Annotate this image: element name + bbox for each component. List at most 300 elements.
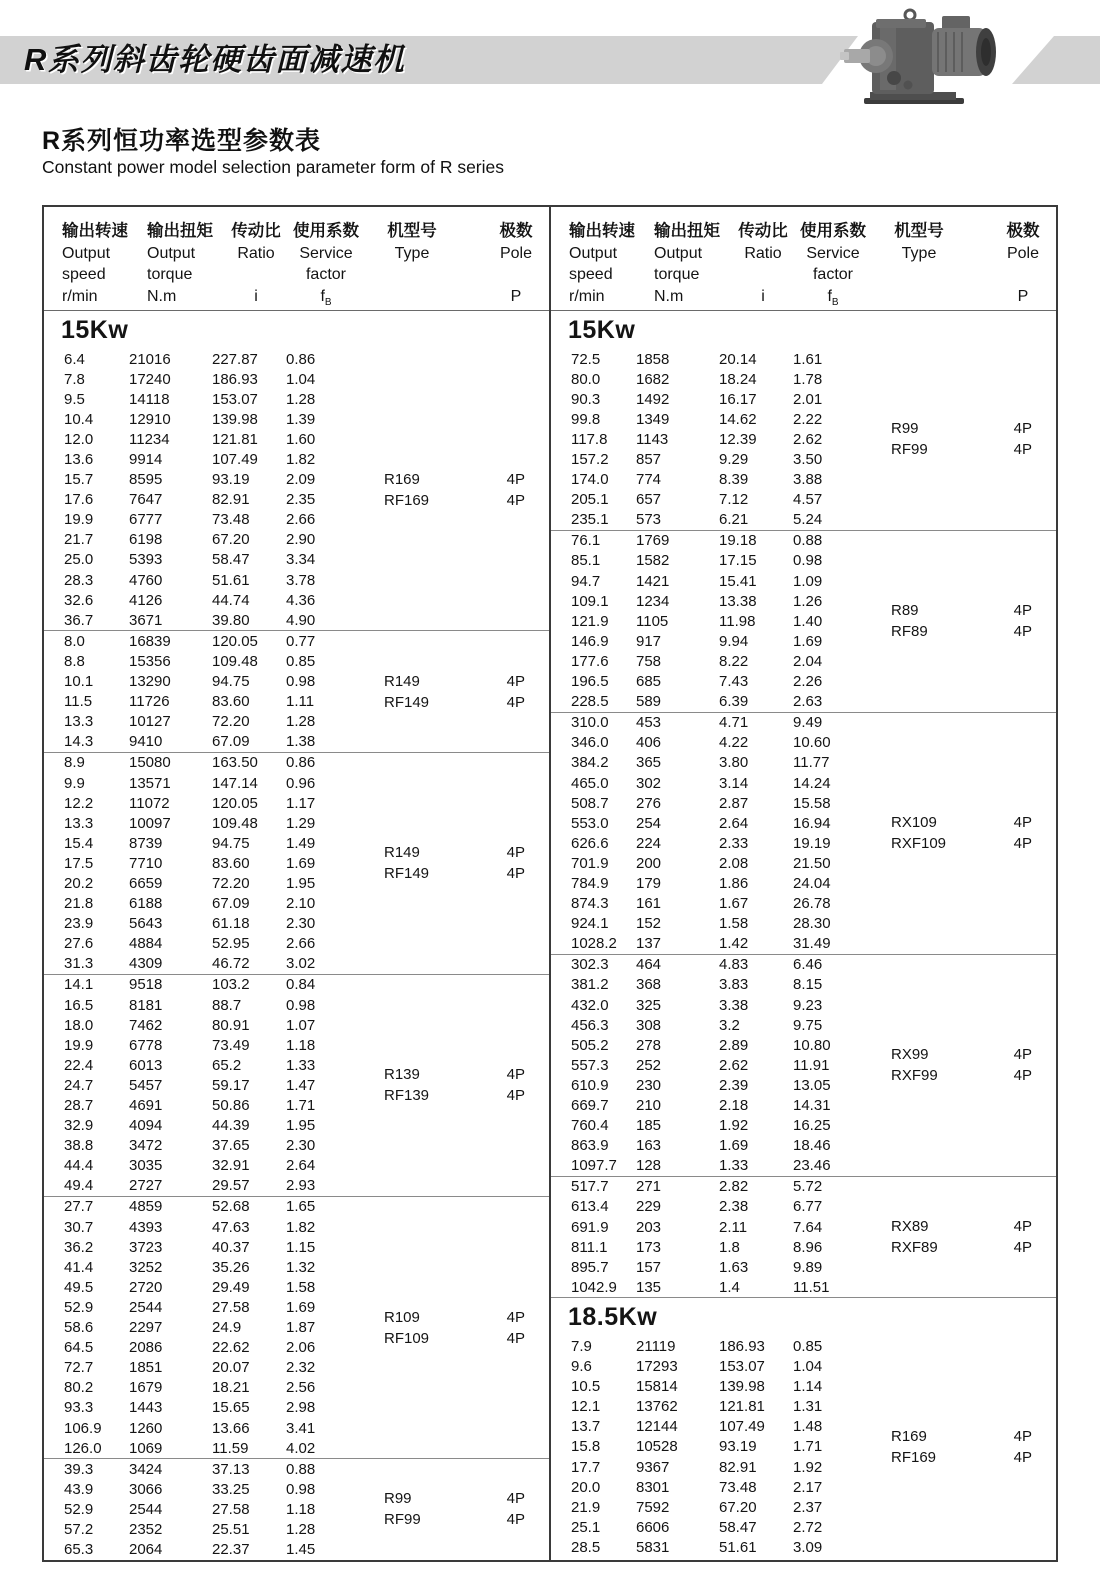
type-pole-line (891, 833, 1032, 854)
output-torque-cell: 10097 (129, 814, 171, 832)
col-header-service-factor: 使用系数 Service factor $f_B$ (800, 222, 866, 308)
ratio-cell: 18.21 (212, 1379, 250, 1397)
pole-label: 4P (1013, 1067, 1032, 1085)
service-factor-cell: 1.28 (286, 713, 316, 731)
ratio-cell: 33.25 (212, 1480, 250, 1498)
service-factor-cell: 3.50 (793, 451, 823, 469)
table-row (551, 1277, 1056, 1297)
ratio-cell: 29.49 (212, 1278, 250, 1296)
service-factor-cell: 1.28 (286, 1520, 316, 1538)
output-speed-cell: 874.3 (571, 895, 609, 913)
table-row (551, 1517, 1056, 1537)
type-pole-group (891, 1426, 1032, 1468)
output-torque-cell: 185 (636, 1117, 662, 1135)
service-factor-cell: 2.64 (286, 1157, 316, 1175)
output-torque-cell: 6606 (636, 1518, 670, 1536)
type-pole-line (384, 490, 525, 511)
fan-grille (981, 38, 991, 66)
type-pole-group (384, 1064, 525, 1106)
ratio-cell: 94.75 (212, 834, 250, 852)
type-label: RF109 (384, 1329, 430, 1347)
service-factor-cell: 1.82 (286, 451, 316, 469)
pole-label: 4P (1013, 602, 1032, 620)
ratio-cell: 52.95 (212, 935, 250, 953)
ratio-cell: 51.61 (212, 571, 250, 589)
pole-label: 4P (1013, 1427, 1032, 1445)
table-row (44, 550, 549, 570)
output-torque-cell: 1105 (636, 612, 669, 630)
power-section (551, 311, 1056, 1297)
gearbox-top (876, 19, 926, 28)
service-factor-cell: 26.78 (793, 895, 831, 913)
output-torque-cell: 10528 (636, 1438, 678, 1456)
col-header-output-torque: 输出扭矩 Output torque N.m (147, 222, 213, 305)
output-torque-cell: 1769 (636, 532, 670, 550)
ratio-cell: 4.83 (719, 956, 749, 974)
service-factor-cell: 8.15 (793, 976, 823, 994)
table-row (551, 1397, 1056, 1417)
table-row (551, 651, 1056, 671)
output-speed-cell: 14.3 (64, 733, 94, 751)
output-speed-cell: 302.3 (571, 956, 609, 974)
ratio-block (551, 1176, 1056, 1298)
service-factor-cell: 6.77 (793, 1198, 823, 1216)
output-speed-cell: 381.2 (571, 976, 609, 994)
output-speed-cell: 9.9 (64, 774, 85, 792)
gearbox-product-image (838, 2, 1016, 108)
service-factor-cell: 2.72 (793, 1518, 823, 1536)
service-factor-cell: 9.49 (793, 714, 823, 732)
output-speed-cell: 8.8 (64, 652, 85, 670)
type-pole-group (891, 600, 1032, 642)
table-row (44, 934, 549, 954)
type-pole-line (384, 842, 525, 863)
banner-title: R系列斜齿轮硬齿面减速机 (24, 42, 406, 77)
service-factor-cell: 31.49 (793, 935, 831, 953)
type-label: R109 (384, 1308, 420, 1326)
service-factor-cell: 2.35 (286, 491, 316, 509)
ratio-cell: 1.92 (719, 1117, 749, 1135)
output-torque-cell: 15814 (636, 1378, 678, 1396)
service-factor-cell: 4.57 (793, 491, 823, 509)
output-torque-cell: 12144 (636, 1418, 678, 1436)
table-half-left (44, 207, 549, 1560)
ratio-cell: 80.91 (212, 1016, 250, 1034)
type-label: R169 (891, 1427, 927, 1445)
ratio-cell: 72.20 (212, 874, 250, 892)
type-label: RX99 (891, 1046, 929, 1064)
output-torque-cell: 5643 (129, 915, 163, 933)
output-speed-cell: 177.6 (571, 652, 609, 670)
col-header-pole: 极数 Pole P (499, 222, 533, 305)
output-speed-cell: 19.9 (64, 1036, 94, 1054)
output-torque-cell: 7647 (129, 491, 163, 509)
ratio-cell: 44.74 (212, 591, 250, 609)
output-speed-cell: 25.1 (571, 1518, 601, 1536)
ratio-cell: 163.50 (212, 754, 258, 772)
ratio-cell: 1.8 (719, 1238, 740, 1256)
service-factor-cell: 3.78 (286, 571, 316, 589)
output-speed-cell: 19.9 (64, 511, 94, 529)
ratio-cell: 6.21 (719, 511, 749, 529)
ratio-block (44, 1196, 549, 1458)
table-row (551, 1156, 1056, 1176)
service-factor-cell: 1.61 (793, 350, 823, 368)
ratio-block (44, 349, 549, 630)
output-speed-cell: 109.1 (571, 592, 609, 610)
service-factor-cell: 1.09 (793, 572, 823, 590)
service-factor-cell: 1.95 (286, 874, 316, 892)
service-factor-cell: 1.17 (286, 794, 316, 812)
ratio-cell: 1.63 (719, 1258, 749, 1276)
type-pole-group (384, 671, 525, 713)
output-torque-cell: 252 (636, 1056, 662, 1074)
table-row (551, 510, 1056, 530)
output-speed-cell: 9.6 (571, 1358, 592, 1376)
ratio-cell: 6.39 (719, 693, 749, 711)
table-row (551, 853, 1056, 873)
table-row (44, 1176, 549, 1196)
type-pole-line (891, 418, 1032, 439)
ratio-cell: 72.20 (212, 713, 250, 731)
output-speed-cell: 94.7 (571, 572, 601, 590)
output-torque-cell: 308 (636, 1016, 662, 1034)
type-label: RF89 (891, 623, 928, 641)
service-factor-cell: 2.66 (286, 935, 316, 953)
output-torque-cell: 1682 (636, 370, 670, 388)
ratio-cell: 11.59 (212, 1439, 249, 1457)
output-speed-cell: 80.0 (571, 370, 601, 388)
power-section (551, 1297, 1056, 1557)
output-torque-cell: 657 (636, 491, 662, 509)
type-label: RX89 (891, 1218, 929, 1236)
type-pole-line (384, 1307, 525, 1328)
output-speed-cell: 90.3 (571, 390, 601, 408)
output-torque-cell: 9518 (129, 976, 163, 994)
ratio-cell: 83.60 (212, 854, 250, 872)
output-torque-cell: 276 (636, 794, 662, 812)
output-speed-cell: 1028.2 (571, 935, 617, 953)
ratio-cell: 1.33 (719, 1157, 749, 1175)
output-torque-cell: 137 (636, 935, 662, 953)
output-torque-cell: 368 (636, 976, 662, 994)
service-factor-cell: 0.84 (286, 976, 316, 994)
col-header-output-torque: 输出扭矩 Output torque N.m (654, 222, 720, 305)
output-torque-cell: 6778 (129, 1036, 163, 1054)
table-row (44, 1378, 549, 1398)
ratio-cell: 109.48 (212, 652, 258, 670)
output-speed-cell: 39.3 (64, 1460, 94, 1478)
banner-band-fragment (1012, 36, 1100, 84)
output-speed-cell: 610.9 (571, 1076, 609, 1094)
table-row (44, 995, 549, 1015)
service-factor-cell: 1.15 (286, 1238, 316, 1256)
pole-label: 4P (506, 1511, 525, 1529)
ratio-cell: 109.48 (212, 814, 258, 832)
service-factor-cell: 8.96 (793, 1238, 823, 1256)
output-torque-cell: 6013 (129, 1056, 163, 1074)
type-pole-line (384, 1488, 525, 1509)
service-factor-cell: 11.51 (793, 1278, 830, 1296)
ratio-cell: 20.14 (719, 350, 757, 368)
table-row (551, 490, 1056, 510)
output-torque-cell: 6777 (129, 511, 163, 529)
service-factor-cell: 10.60 (793, 734, 831, 752)
table-row (551, 1136, 1056, 1156)
ratio-block (551, 954, 1056, 1176)
ratio-cell: 120.05 (212, 632, 258, 650)
service-factor-cell: 3.88 (793, 471, 823, 489)
output-speed-cell: 27.6 (64, 935, 94, 953)
output-speed-cell: 85.1 (571, 552, 601, 570)
ratio-cell: 1.58 (719, 915, 749, 933)
type-label: RXF89 (891, 1239, 938, 1257)
service-factor-cell: 1.28 (286, 390, 316, 408)
ratio-cell: 61.18 (212, 915, 250, 933)
output-speed-cell: 36.7 (64, 611, 94, 629)
unit-f-sub: B (324, 296, 332, 308)
table-row (44, 793, 549, 813)
ratio-cell: 73.48 (719, 1478, 757, 1496)
output-speed-cell: 174.0 (571, 471, 609, 489)
ratio-block (551, 712, 1056, 954)
ratio-cell: 24.9 (212, 1319, 242, 1337)
output-torque-cell: 128 (636, 1157, 662, 1175)
service-factor-cell: 2.30 (286, 1137, 316, 1155)
ratio-cell: 82.91 (719, 1458, 757, 1476)
ratio-cell: 139.98 (212, 410, 258, 428)
output-speed-cell: 43.9 (64, 1480, 94, 1498)
service-factor-cell: 2.01 (793, 390, 823, 408)
ratio-cell: 7.43 (719, 673, 749, 691)
ratio-cell: 120.05 (212, 794, 258, 812)
type-pole-line (384, 863, 525, 884)
ratio-cell: 139.98 (719, 1378, 765, 1396)
output-torque-cell: 6188 (129, 895, 163, 913)
ratio-cell: 2.33 (719, 834, 749, 852)
output-speed-cell: 21.8 (64, 895, 94, 913)
ratio-cell: 2.89 (719, 1036, 749, 1054)
output-speed-cell: 811.1 (571, 1238, 608, 1256)
table-row (551, 1477, 1056, 1497)
output-torque-cell: 8739 (129, 834, 163, 852)
ratio-cell: 67.20 (212, 531, 250, 549)
service-factor-cell: 16.94 (793, 814, 831, 832)
output-speed-cell: 52.9 (64, 1500, 94, 1518)
output-torque-cell: 10127 (129, 713, 171, 731)
ratio-cell: 107.49 (719, 1418, 765, 1436)
ratio-cell: 22.37 (212, 1541, 250, 1559)
output-torque-cell: 1143 (636, 430, 669, 448)
service-factor-cell: 1.65 (286, 1198, 316, 1216)
type-pole-line (891, 439, 1032, 460)
output-speed-cell: 23.9 (64, 915, 94, 933)
type-label: R89 (891, 602, 919, 620)
service-factor-cell: 1.78 (793, 370, 823, 388)
output-speed-cell: 15.8 (571, 1438, 601, 1456)
ratio-cell: 20.07 (212, 1359, 250, 1377)
table-row (44, 409, 549, 429)
service-factor-cell: 1.45 (286, 1541, 316, 1559)
service-factor-cell: 1.60 (286, 430, 316, 448)
output-torque-cell: 2086 (129, 1339, 163, 1357)
service-factor-cell: 1.04 (286, 370, 316, 388)
output-speed-cell: 49.5 (64, 1278, 94, 1296)
ratio-cell: 121.81 (719, 1398, 765, 1416)
service-factor-cell: 2.63 (793, 693, 823, 711)
output-speed-cell: 691.9 (571, 1218, 609, 1236)
output-torque-cell: 15080 (129, 754, 171, 772)
pole-label: 4P (506, 1066, 525, 1084)
table-row (551, 1197, 1056, 1217)
pole-label: 4P (506, 1329, 525, 1347)
type-pole-group (384, 842, 525, 884)
ratio-cell: 3.14 (719, 774, 749, 792)
output-speed-cell: 57.2 (64, 1520, 94, 1538)
output-speed-cell: 65.3 (64, 1541, 94, 1559)
output-torque-cell: 3671 (129, 611, 163, 629)
output-speed-cell: 76.1 (571, 532, 601, 550)
eyebolt (905, 10, 915, 20)
ratio-cell: 59.17 (212, 1076, 250, 1094)
output-torque-cell: 8181 (129, 996, 163, 1014)
ratio-cell: 94.75 (212, 673, 250, 691)
ratio-cell: 19.18 (719, 532, 757, 550)
ratio-cell: 67.09 (212, 733, 250, 751)
service-factor-cell: 1.71 (286, 1097, 316, 1115)
output-torque-cell: 325 (636, 996, 662, 1014)
table-row (551, 1497, 1056, 1517)
service-factor-cell: 2.17 (793, 1478, 823, 1496)
ratio-cell: 40.37 (212, 1238, 250, 1256)
table-row (44, 813, 549, 833)
table-row (44, 389, 549, 409)
type-label: R169 (384, 470, 420, 488)
ratio-cell: 8.22 (719, 652, 749, 670)
page-title-zh: R系列恒功率选型参数表 (42, 127, 322, 155)
pole-label: 4P (506, 693, 525, 711)
output-speed-cell: 31.3 (64, 955, 94, 973)
pole-label: 4P (1013, 1218, 1032, 1236)
ratio-cell: 12.39 (719, 430, 757, 448)
service-factor-cell: 18.46 (793, 1137, 831, 1155)
ratio-cell: 7.12 (719, 491, 749, 509)
table-row (551, 1015, 1056, 1035)
table-row (551, 1095, 1056, 1115)
output-torque-cell: 14118 (129, 390, 170, 408)
inspection-plug (887, 71, 901, 85)
ratio-cell: 65.2 (212, 1056, 242, 1074)
output-torque-cell: 173 (636, 1238, 662, 1256)
output-speed-cell: 126.0 (64, 1439, 102, 1457)
output-speed-cell: 10.4 (64, 410, 94, 428)
ratio-cell: 37.13 (212, 1460, 250, 1478)
output-torque-cell: 7462 (129, 1016, 163, 1034)
ratio-cell: 2.39 (719, 1076, 749, 1094)
service-factor-cell: 1.39 (286, 410, 316, 428)
service-factor-cell: 2.30 (286, 915, 316, 933)
output-speed-cell: 517.7 (571, 1178, 609, 1196)
service-factor-cell: 4.90 (286, 611, 316, 629)
output-torque-cell: 13290 (129, 673, 171, 691)
output-torque-cell: 13762 (636, 1398, 678, 1416)
table-row (551, 1537, 1056, 1557)
ratio-cell: 15.41 (719, 572, 757, 590)
output-torque-cell: 4760 (129, 571, 163, 589)
service-factor-cell: 5.24 (793, 511, 823, 529)
output-torque-cell: 203 (636, 1218, 662, 1236)
output-torque-cell: 2297 (129, 1319, 163, 1337)
service-factor-cell: 2.10 (286, 895, 316, 913)
service-factor-cell: 13.05 (793, 1076, 831, 1094)
output-torque-cell: 1443 (129, 1399, 163, 1417)
table-row (44, 1237, 549, 1257)
output-speed-cell: 13.6 (64, 451, 94, 469)
service-factor-cell: 1.18 (286, 1500, 316, 1518)
pole-label: 4P (1013, 1046, 1032, 1064)
pole-label: 4P (506, 844, 525, 862)
pole-label: 4P (506, 672, 525, 690)
output-torque-cell: 2064 (129, 1541, 163, 1559)
output-torque-cell: 2352 (129, 1520, 163, 1538)
output-speed-cell: 384.2 (571, 754, 609, 772)
output-torque-cell: 573 (636, 511, 662, 529)
type-label: RX109 (891, 814, 937, 832)
table-row (44, 975, 549, 995)
output-speed-cell: 32.9 (64, 1117, 94, 1135)
table-row (44, 1438, 549, 1458)
ratio-block (44, 752, 549, 974)
col-header-ratio: 传动比 Ratio i (231, 222, 281, 305)
output-torque-cell: 5457 (129, 1076, 163, 1094)
service-factor-cell: 0.98 (286, 996, 316, 1014)
service-factor-cell: 0.86 (286, 350, 316, 368)
output-torque-cell: 1492 (636, 390, 670, 408)
ratio-cell: 3.38 (719, 996, 749, 1014)
output-torque-cell: 229 (636, 1198, 662, 1216)
service-factor-cell: 14.31 (793, 1097, 831, 1115)
output-torque-cell: 6198 (129, 531, 163, 549)
output-speed-cell: 12.2 (64, 794, 94, 812)
table-row (551, 531, 1056, 551)
service-factor-cell: 1.69 (286, 854, 316, 872)
table-row (44, 894, 549, 914)
type-label: R99 (891, 420, 919, 438)
output-speed-cell: 11.5 (64, 693, 93, 711)
table-row (551, 793, 1056, 813)
output-speed-cell: 196.5 (571, 673, 609, 691)
table-header-right (551, 207, 1056, 311)
output-speed-cell: 924.1 (571, 915, 609, 933)
ratio-block (44, 630, 549, 752)
ratio-cell: 88.7 (212, 996, 242, 1014)
table-row (551, 692, 1056, 712)
output-speed-cell: 80.2 (64, 1379, 94, 1397)
output-speed-cell: 30.7 (64, 1218, 94, 1236)
type-label: R99 (384, 1490, 412, 1508)
type-label: RF149 (384, 865, 430, 883)
ratio-cell: 3.80 (719, 754, 749, 772)
output-torque-cell: 3252 (129, 1258, 163, 1276)
service-factor-cell: 1.38 (286, 733, 316, 751)
output-speed-cell: 7.8 (64, 370, 85, 388)
service-factor-cell: 19.19 (793, 834, 831, 852)
table-row (44, 570, 549, 590)
service-factor-cell: 1.04 (793, 1358, 823, 1376)
output-speed-cell: 553.0 (571, 814, 609, 832)
ratio-cell: 58.47 (719, 1518, 757, 1536)
type-pole-group (384, 1307, 525, 1349)
